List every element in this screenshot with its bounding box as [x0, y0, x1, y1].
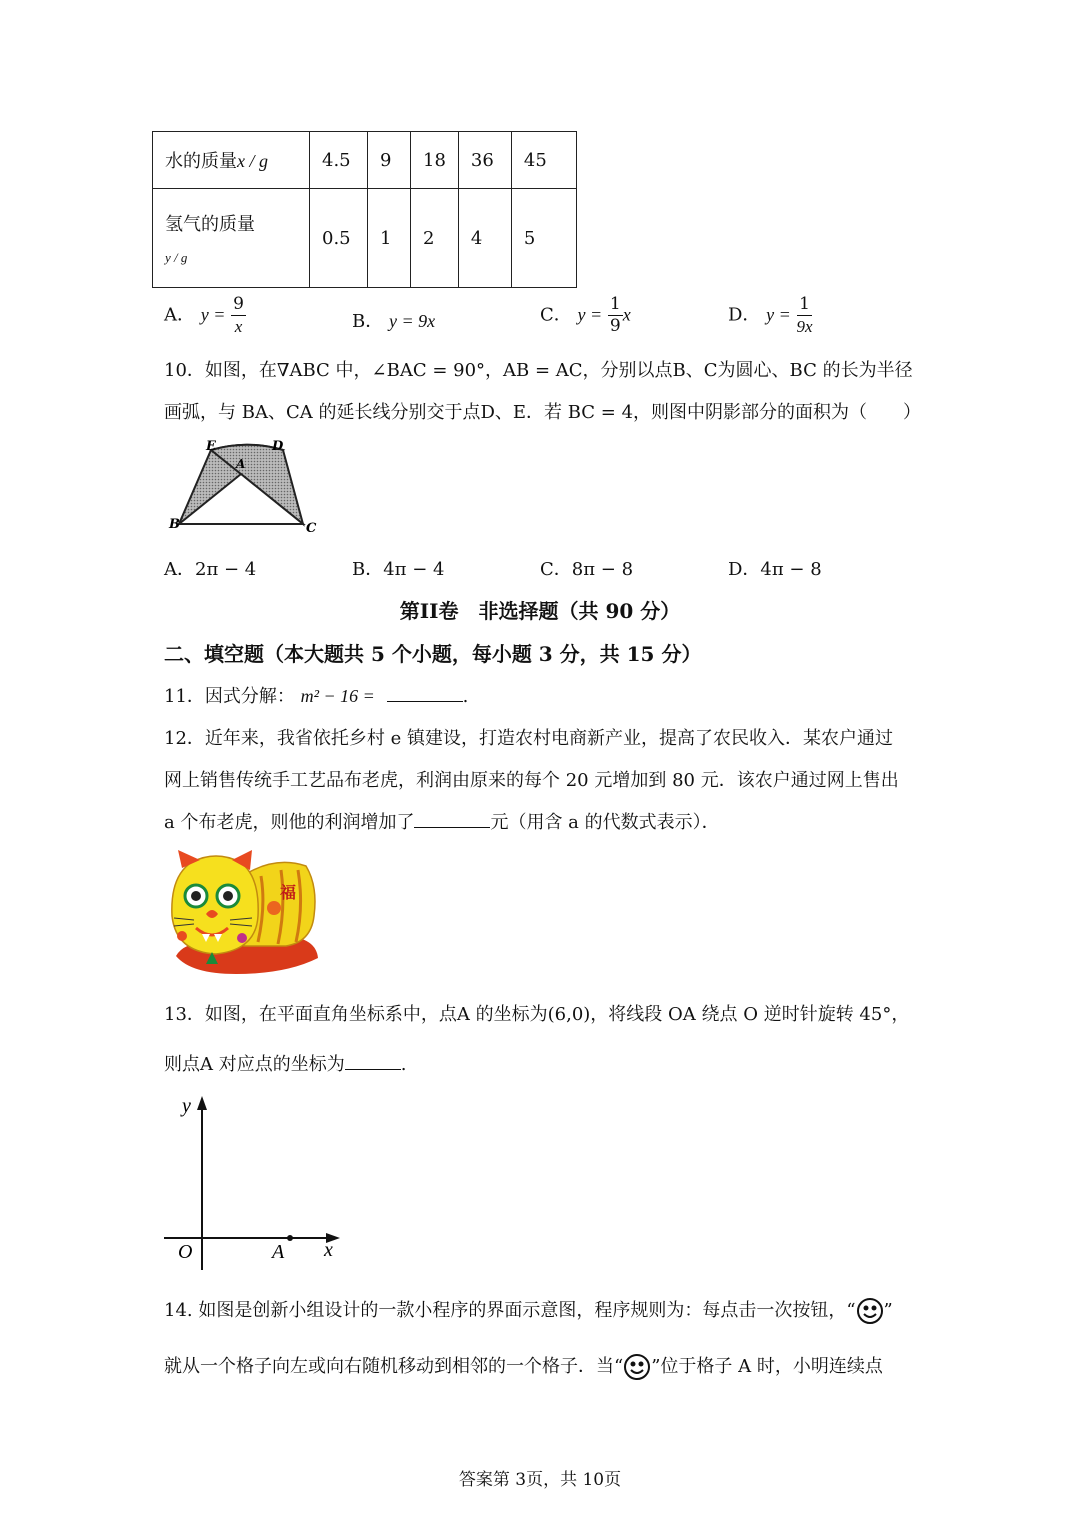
answer-blank[interactable]	[414, 809, 490, 828]
q13-line1: 13．如图，在平面直角坐标系中，点A 的坐标为(6,0)，将线段 OA 绕点 O 逆时针旋转 45°，	[164, 1004, 910, 1025]
q12-line2: 网上销售传统手工艺品布老虎，利润由原来的每个 20 元增加到 80 元．该农户通过网上售出	[164, 770, 899, 791]
table-cell: 18	[411, 132, 459, 189]
q12-line1: 12．近年来，我省依托乡村 e 镇建设，打造农村电商新产业，提高了农民收入．某农户通过	[164, 728, 893, 749]
axis-label-y: y	[182, 1095, 191, 1117]
part2-heading: 二、填空题（本大题共 5 个小题，每小题 3 分，共 15 分）	[164, 642, 702, 666]
numerator: 1	[609, 294, 621, 314]
smiley-icon	[856, 1297, 884, 1325]
q10-line2: 画弧，与 BA、CA 的延长线分别交于点D、E．若 BC = 4，则图中阴影部分的面积为（ ）	[164, 402, 922, 423]
q14-line1-b: ”	[883, 1300, 893, 1321]
numerator: 1	[799, 294, 810, 314]
label-b: B	[169, 517, 180, 532]
table-cell: 4	[458, 189, 511, 288]
q12-line3-b: 元（用含 a 的代数式表示）．	[490, 812, 720, 833]
q10-option-b: B．4π − 4	[352, 559, 445, 580]
section-title: 第II卷 非选择题（共 90 分）	[399, 599, 681, 623]
table-row	[153, 189, 577, 288]
row-var: y / g	[165, 250, 188, 265]
page-footer: 答案第 3页，共 10页	[458, 1470, 622, 1490]
q14-line2-a: 就从一个格子向左或向右随机移动到相邻的一个格子．当“	[164, 1356, 624, 1377]
numerator: 9	[233, 294, 244, 314]
coordinate-plane	[160, 1092, 350, 1276]
denominator: x	[234, 317, 243, 336]
q10-option-c: C．8π − 8	[540, 559, 634, 580]
option-c	[540, 296, 631, 335]
option-lhs: y =	[577, 304, 603, 325]
answer-blank[interactable]	[345, 1051, 401, 1070]
q10-figure	[166, 436, 326, 536]
q14-line2	[164, 1352, 883, 1381]
axis-label-a: A	[272, 1241, 285, 1263]
fraction	[797, 296, 813, 335]
label-c: C	[306, 521, 317, 536]
row-label-text: 水的质量	[165, 151, 237, 172]
label-d: D	[272, 439, 284, 454]
q10-option-d: D．4π − 8	[728, 559, 822, 580]
option-d	[728, 296, 813, 335]
denominator: 9	[609, 316, 621, 336]
y-arrow-icon	[197, 1096, 207, 1110]
option-expr: y = 9x	[388, 311, 436, 331]
q10-line1: 10．如图，在∇ABC 中，∠BAC = 90°，AB = AC，分别以点B、C为圆心、BC 的长为半径	[164, 360, 913, 381]
table-cell: 5	[511, 189, 576, 288]
answer-blank[interactable]	[387, 683, 463, 702]
option-a	[164, 296, 246, 335]
q14-line1-a: 14. 如图是创新小组设计的一款小程序的界面示意图，程序规则为：每点击一次按钮，“	[164, 1300, 856, 1321]
smiley-icon	[623, 1353, 651, 1381]
denominator: 9x	[796, 317, 813, 336]
table-cell: 36	[458, 132, 511, 189]
option-label: B．	[352, 311, 384, 332]
cloth-tiger-image	[166, 846, 322, 978]
q11-expr: m² − 16 =	[300, 686, 375, 706]
fraction	[231, 296, 246, 335]
row-var: x / g	[237, 151, 268, 171]
option-label: C．	[540, 304, 572, 326]
q11-suffix: .	[462, 686, 469, 707]
q12-line3-a: a 个布老虎，则他的利润增加了	[164, 812, 415, 833]
q13-line2	[164, 1050, 406, 1076]
table-row-label	[153, 132, 310, 189]
table-cell: 45	[511, 132, 576, 189]
q14-line2-b: ”位于格子 A 时，小明连续点	[651, 1356, 883, 1377]
table-cell: 1	[368, 189, 411, 288]
q13-line2-b: .	[400, 1054, 407, 1075]
fraction	[608, 296, 623, 335]
q11-line	[164, 682, 468, 708]
option-label: A．	[164, 304, 195, 326]
axis-label-o: O	[178, 1241, 193, 1263]
row-label-text: 氢气的质量	[165, 214, 255, 235]
point-a	[287, 1235, 293, 1241]
table-cell: 9	[368, 132, 411, 189]
tiger-fu-char: 福	[280, 883, 297, 902]
table-row	[153, 132, 577, 189]
axis-label-x: x	[324, 1239, 333, 1261]
option-lhs: y =	[766, 304, 791, 325]
option-label: D．	[728, 304, 761, 326]
table-cell: 4.5	[310, 132, 368, 189]
q13-line2-a: 则点A 对应点的坐标为	[164, 1054, 345, 1075]
data-table	[152, 131, 577, 288]
q12-line3	[164, 808, 720, 834]
option-lhs: y =	[200, 304, 226, 325]
option-rhs: x	[622, 304, 631, 325]
q10-option-a: A．2π − 4	[164, 559, 257, 580]
q14-line1	[164, 1296, 893, 1325]
label-a: A	[236, 457, 246, 471]
table-cell: 0.5	[310, 189, 368, 288]
option-b	[352, 307, 435, 333]
q11-prefix: 11．因式分解：	[164, 686, 295, 707]
table-cell: 2	[411, 189, 459, 288]
label-e: E	[206, 439, 216, 454]
table-row-label	[153, 189, 310, 288]
